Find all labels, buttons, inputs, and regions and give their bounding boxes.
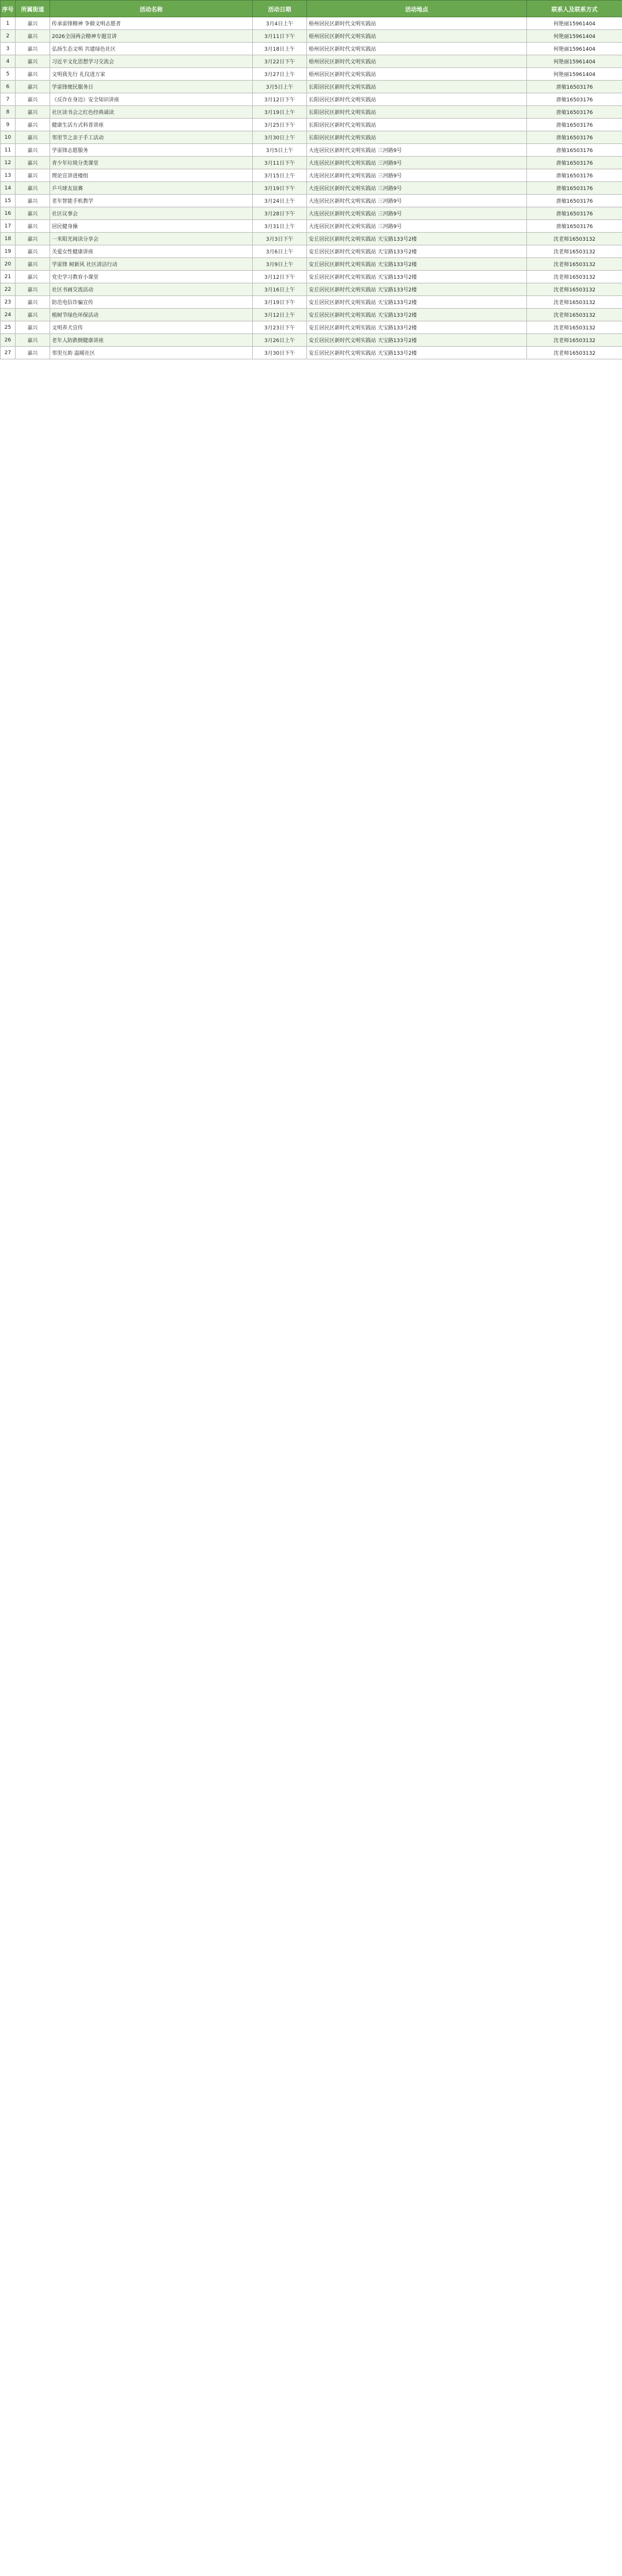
cell-contact: 唐敏16503176 <box>527 182 622 195</box>
cell-location: 梧州居民区新时代文明实践站 <box>307 55 527 68</box>
cell-contact: 唐敏16503176 <box>527 81 622 93</box>
cell-street: 嘉兴 <box>16 195 50 207</box>
table-row <box>1 321 622 334</box>
cell-date: 3月12日下午 <box>253 93 307 106</box>
header-location: 活动地点 <box>307 1 527 17</box>
cell-activity-name: 老年智能手机教学 <box>50 195 253 207</box>
cell-street: 嘉兴 <box>16 93 50 106</box>
cell-index: 6 <box>1 81 16 93</box>
cell-contact: 沈老师16503132 <box>527 258 622 271</box>
cell-index: 16 <box>1 207 16 220</box>
cell-date: 3月30日下午 <box>253 347 307 359</box>
cell-street: 嘉兴 <box>16 258 50 271</box>
cell-index: 13 <box>1 169 16 182</box>
cell-activity-name: 居民健身操 <box>50 220 253 233</box>
cell-date: 3月27日上午 <box>253 68 307 81</box>
cell-location: 大连居民区新时代文明实践站 三河路9号 <box>307 157 527 169</box>
cell-activity-name: 青少年垃圾分类课堂 <box>50 157 253 169</box>
cell-street: 嘉兴 <box>16 296 50 309</box>
cell-activity-name: 文明养犬宣传 <box>50 321 253 334</box>
cell-index: 17 <box>1 220 16 233</box>
cell-street: 嘉兴 <box>16 309 50 321</box>
cell-street: 嘉兴 <box>16 106 50 119</box>
cell-index: 12 <box>1 157 16 169</box>
cell-date: 3月19日下午 <box>253 182 307 195</box>
cell-street: 嘉兴 <box>16 334 50 347</box>
cell-contact: 何艳丽15961404 <box>527 30 622 43</box>
cell-activity-name: 传承雷锋精神 争做文明志愿者 <box>50 17 253 30</box>
cell-activity-name: 学雷锋志愿服务 <box>50 144 253 157</box>
cell-contact: 沈老师16503132 <box>527 233 622 245</box>
cell-index: 15 <box>1 195 16 207</box>
cell-street: 嘉兴 <box>16 131 50 144</box>
cell-street: 嘉兴 <box>16 81 50 93</box>
header-contact: 联系人及联系方式 <box>527 1 622 17</box>
table-row <box>1 296 622 309</box>
cell-index: 25 <box>1 321 16 334</box>
table-row <box>1 93 622 106</box>
cell-contact: 何艳丽15961404 <box>527 17 622 30</box>
cell-activity-name: 社区议事会 <box>50 207 253 220</box>
cell-street: 嘉兴 <box>16 283 50 296</box>
cell-street: 嘉兴 <box>16 30 50 43</box>
cell-contact: 沈老师16503132 <box>527 347 622 359</box>
cell-contact: 唐敏16503176 <box>527 157 622 169</box>
cell-index: 20 <box>1 258 16 271</box>
cell-location: 安丘居民区新时代文明实践站 天宝路133号2楼 <box>307 334 527 347</box>
cell-location: 安丘居民区新时代文明实践站 天宝路133号2楼 <box>307 271 527 283</box>
table-row <box>1 169 622 182</box>
table-footer-space <box>0 359 622 369</box>
cell-date: 3月23日下午 <box>253 321 307 334</box>
cell-street: 嘉兴 <box>16 68 50 81</box>
table-row <box>1 347 622 359</box>
cell-contact: 唐敏16503176 <box>527 207 622 220</box>
cell-index: 18 <box>1 233 16 245</box>
cell-index: 27 <box>1 347 16 359</box>
cell-contact: 唐敏16503176 <box>527 106 622 119</box>
cell-contact: 沈老师16503132 <box>527 334 622 347</box>
table-row <box>1 106 622 119</box>
table-row <box>1 195 622 207</box>
cell-date: 3月12日下午 <box>253 271 307 283</box>
cell-activity-name: 学雷锋便民服务日 <box>50 81 253 93</box>
table-row <box>1 81 622 93</box>
table-row <box>1 233 622 245</box>
cell-street: 嘉兴 <box>16 347 50 359</box>
cell-location: 梧州居民区新时代文明实践站 <box>307 30 527 43</box>
cell-date: 3月19日下午 <box>253 296 307 309</box>
cell-date: 3月31日上午 <box>253 220 307 233</box>
cell-location: 长阳居民区新时代文明实践站 <box>307 93 527 106</box>
table-row <box>1 17 622 30</box>
table-row <box>1 283 622 296</box>
cell-activity-name: 一米阳光阅读分享会 <box>50 233 253 245</box>
cell-street: 嘉兴 <box>16 43 50 55</box>
cell-index: 11 <box>1 144 16 157</box>
cell-contact: 唐敏16503176 <box>527 93 622 106</box>
cell-street: 嘉兴 <box>16 169 50 182</box>
header-activity-name: 活动名称 <box>50 1 253 17</box>
cell-index: 7 <box>1 93 16 106</box>
cell-location: 安丘居民区新时代文明实践站 天宝路133号2楼 <box>307 347 527 359</box>
table-row <box>1 30 622 43</box>
cell-contact: 唐敏16503176 <box>527 220 622 233</box>
cell-activity-name: 习近平文化思想学习交流会 <box>50 55 253 68</box>
table-row <box>1 309 622 321</box>
cell-index: 22 <box>1 283 16 296</box>
cell-contact: 何艳丽15961404 <box>527 43 622 55</box>
cell-contact: 何艳丽15961404 <box>527 68 622 81</box>
cell-activity-name: 邻里节之亲子手工活动 <box>50 131 253 144</box>
cell-index: 8 <box>1 106 16 119</box>
cell-location: 长阳居民区新时代文明实践站 <box>307 81 527 93</box>
cell-index: 9 <box>1 119 16 131</box>
cell-index: 21 <box>1 271 16 283</box>
cell-date: 3月18日上午 <box>253 43 307 55</box>
cell-activity-name: 邻里互助 温暖社区 <box>50 347 253 359</box>
cell-contact: 沈老师16503132 <box>527 245 622 258</box>
cell-street: 嘉兴 <box>16 157 50 169</box>
cell-location: 安丘居民区新时代文明实践站 天宝路133号2楼 <box>307 258 527 271</box>
cell-index: 24 <box>1 309 16 321</box>
cell-contact: 沈老师16503132 <box>527 296 622 309</box>
cell-location: 大连居民区新时代文明实践站 三河路9号 <box>307 220 527 233</box>
table-row <box>1 119 622 131</box>
cell-activity-name: 党史学习教育小课堂 <box>50 271 253 283</box>
cell-date: 3月11日下午 <box>253 30 307 43</box>
cell-date: 3月15日上午 <box>253 169 307 182</box>
cell-location: 安丘居民区新时代文明实践站 天宝路133号2楼 <box>307 283 527 296</box>
table-row <box>1 245 622 258</box>
cell-location: 大连居民区新时代文明实践站 三河路9号 <box>307 195 527 207</box>
cell-date: 3月22日下午 <box>253 55 307 68</box>
cell-date: 3月12日上午 <box>253 309 307 321</box>
cell-street: 嘉兴 <box>16 220 50 233</box>
cell-date: 3月9日上午 <box>253 258 307 271</box>
cell-location: 梧州居民区新时代文明实践站 <box>307 68 527 81</box>
cell-contact: 唐敏16503176 <box>527 169 622 182</box>
cell-contact: 沈老师16503132 <box>527 321 622 334</box>
table-row <box>1 144 622 157</box>
cell-activity-name: 社区书画交流活动 <box>50 283 253 296</box>
cell-activity-name: 2026全国两会精神专题宣讲 <box>50 30 253 43</box>
cell-street: 嘉兴 <box>16 182 50 195</box>
header-index: 序号 <box>1 1 16 17</box>
table-header-row <box>1 1 622 17</box>
cell-street: 嘉兴 <box>16 119 50 131</box>
cell-contact: 唐敏16503176 <box>527 144 622 157</box>
cell-date: 3月28日下午 <box>253 207 307 220</box>
cell-activity-name: 乒乓球友谊赛 <box>50 182 253 195</box>
cell-street: 嘉兴 <box>16 55 50 68</box>
cell-activity-name: 植树节绿色环保活动 <box>50 309 253 321</box>
cell-location: 大连居民区新时代文明实践站 三河路9号 <box>307 169 527 182</box>
cell-location: 大连居民区新时代文明实践站 三河路9号 <box>307 144 527 157</box>
cell-location: 安丘居民区新时代文明实践站 天宝路133号2楼 <box>307 245 527 258</box>
cell-index: 26 <box>1 334 16 347</box>
cell-contact: 何艳丽15961404 <box>527 55 622 68</box>
cell-activity-name: 老年人防跌倒健康讲座 <box>50 334 253 347</box>
cell-street: 嘉兴 <box>16 321 50 334</box>
cell-location: 安丘居民区新时代文明实践站 天宝路133号2楼 <box>307 321 527 334</box>
cell-street: 嘉兴 <box>16 233 50 245</box>
cell-index: 10 <box>1 131 16 144</box>
cell-location: 大连居民区新时代文明实践站 三河路9号 <box>307 182 527 195</box>
cell-contact: 沈老师16503132 <box>527 283 622 296</box>
table-row <box>1 258 622 271</box>
cell-location: 大连居民区新时代文明实践站 三河路9号 <box>307 207 527 220</box>
cell-index: 2 <box>1 30 16 43</box>
table-row <box>1 207 622 220</box>
cell-activity-name: 《反诈在身边》安全知识讲座 <box>50 93 253 106</box>
cell-date: 3月3日下午 <box>253 233 307 245</box>
cell-activity-name: 关爱女性健康讲座 <box>50 245 253 258</box>
header-date: 活动日期 <box>253 1 307 17</box>
header-street: 所属街道 <box>16 1 50 17</box>
cell-location: 长阳居民区新时代文明实践站 <box>307 131 527 144</box>
activity-table <box>0 0 622 359</box>
table-row <box>1 271 622 283</box>
cell-index: 4 <box>1 55 16 68</box>
cell-date: 3月30日上午 <box>253 131 307 144</box>
cell-activity-name: 理论宣讲进楼组 <box>50 169 253 182</box>
cell-street: 嘉兴 <box>16 271 50 283</box>
table-row <box>1 131 622 144</box>
table-row <box>1 182 622 195</box>
cell-date: 3月5日上午 <box>253 144 307 157</box>
cell-contact: 沈老师16503132 <box>527 309 622 321</box>
table-row <box>1 220 622 233</box>
cell-activity-name: 文明我先行 礼仪进万家 <box>50 68 253 81</box>
cell-date: 3月11日下午 <box>253 157 307 169</box>
cell-contact: 唐敏16503176 <box>527 131 622 144</box>
cell-index: 23 <box>1 296 16 309</box>
cell-contact: 唐敏16503176 <box>527 119 622 131</box>
cell-activity-name: 防范电信诈骗宣传 <box>50 296 253 309</box>
cell-index: 19 <box>1 245 16 258</box>
cell-index: 3 <box>1 43 16 55</box>
cell-location: 安丘居民区新时代文明实践站 天宝路133号2楼 <box>307 296 527 309</box>
cell-street: 嘉兴 <box>16 207 50 220</box>
cell-date: 3月19日上午 <box>253 106 307 119</box>
cell-street: 嘉兴 <box>16 17 50 30</box>
cell-date: 3月5日上午 <box>253 81 307 93</box>
cell-date: 3月4日上午 <box>253 17 307 30</box>
cell-date: 3月6日上午 <box>253 245 307 258</box>
cell-index: 5 <box>1 68 16 81</box>
cell-location: 梧州居民区新时代文明实践站 <box>307 43 527 55</box>
cell-location: 梧州居民区新时代文明实践站 <box>307 17 527 30</box>
cell-location: 安丘居民区新时代文明实践站 天宝路133号2楼 <box>307 309 527 321</box>
table-row <box>1 68 622 81</box>
cell-date: 3月24日上午 <box>253 195 307 207</box>
cell-street: 嘉兴 <box>16 144 50 157</box>
cell-activity-name: 弘扬生态文明 共建绿色社区 <box>50 43 253 55</box>
cell-location: 安丘居民区新时代文明实践站 天宝路133号2楼 <box>307 233 527 245</box>
table-row <box>1 334 622 347</box>
cell-index: 1 <box>1 17 16 30</box>
cell-date: 3月25日下午 <box>253 119 307 131</box>
cell-activity-name: 健康生活方式科普讲座 <box>50 119 253 131</box>
cell-date: 3月16日上午 <box>253 283 307 296</box>
cell-location: 长阳居民区新时代文明实践站 <box>307 106 527 119</box>
cell-contact: 唐敏16503176 <box>527 195 622 207</box>
cell-index: 14 <box>1 182 16 195</box>
cell-date: 3月26日上午 <box>253 334 307 347</box>
cell-contact: 沈老师16503132 <box>527 271 622 283</box>
table-row <box>1 55 622 68</box>
cell-street: 嘉兴 <box>16 245 50 258</box>
table-row <box>1 157 622 169</box>
cell-activity-name: 学雷锋 树新风 社区清洁行动 <box>50 258 253 271</box>
table-row <box>1 43 622 55</box>
cell-activity-name: 社区读书会之红色经典诵读 <box>50 106 253 119</box>
cell-location: 长阳居民区新时代文明实践站 <box>307 119 527 131</box>
